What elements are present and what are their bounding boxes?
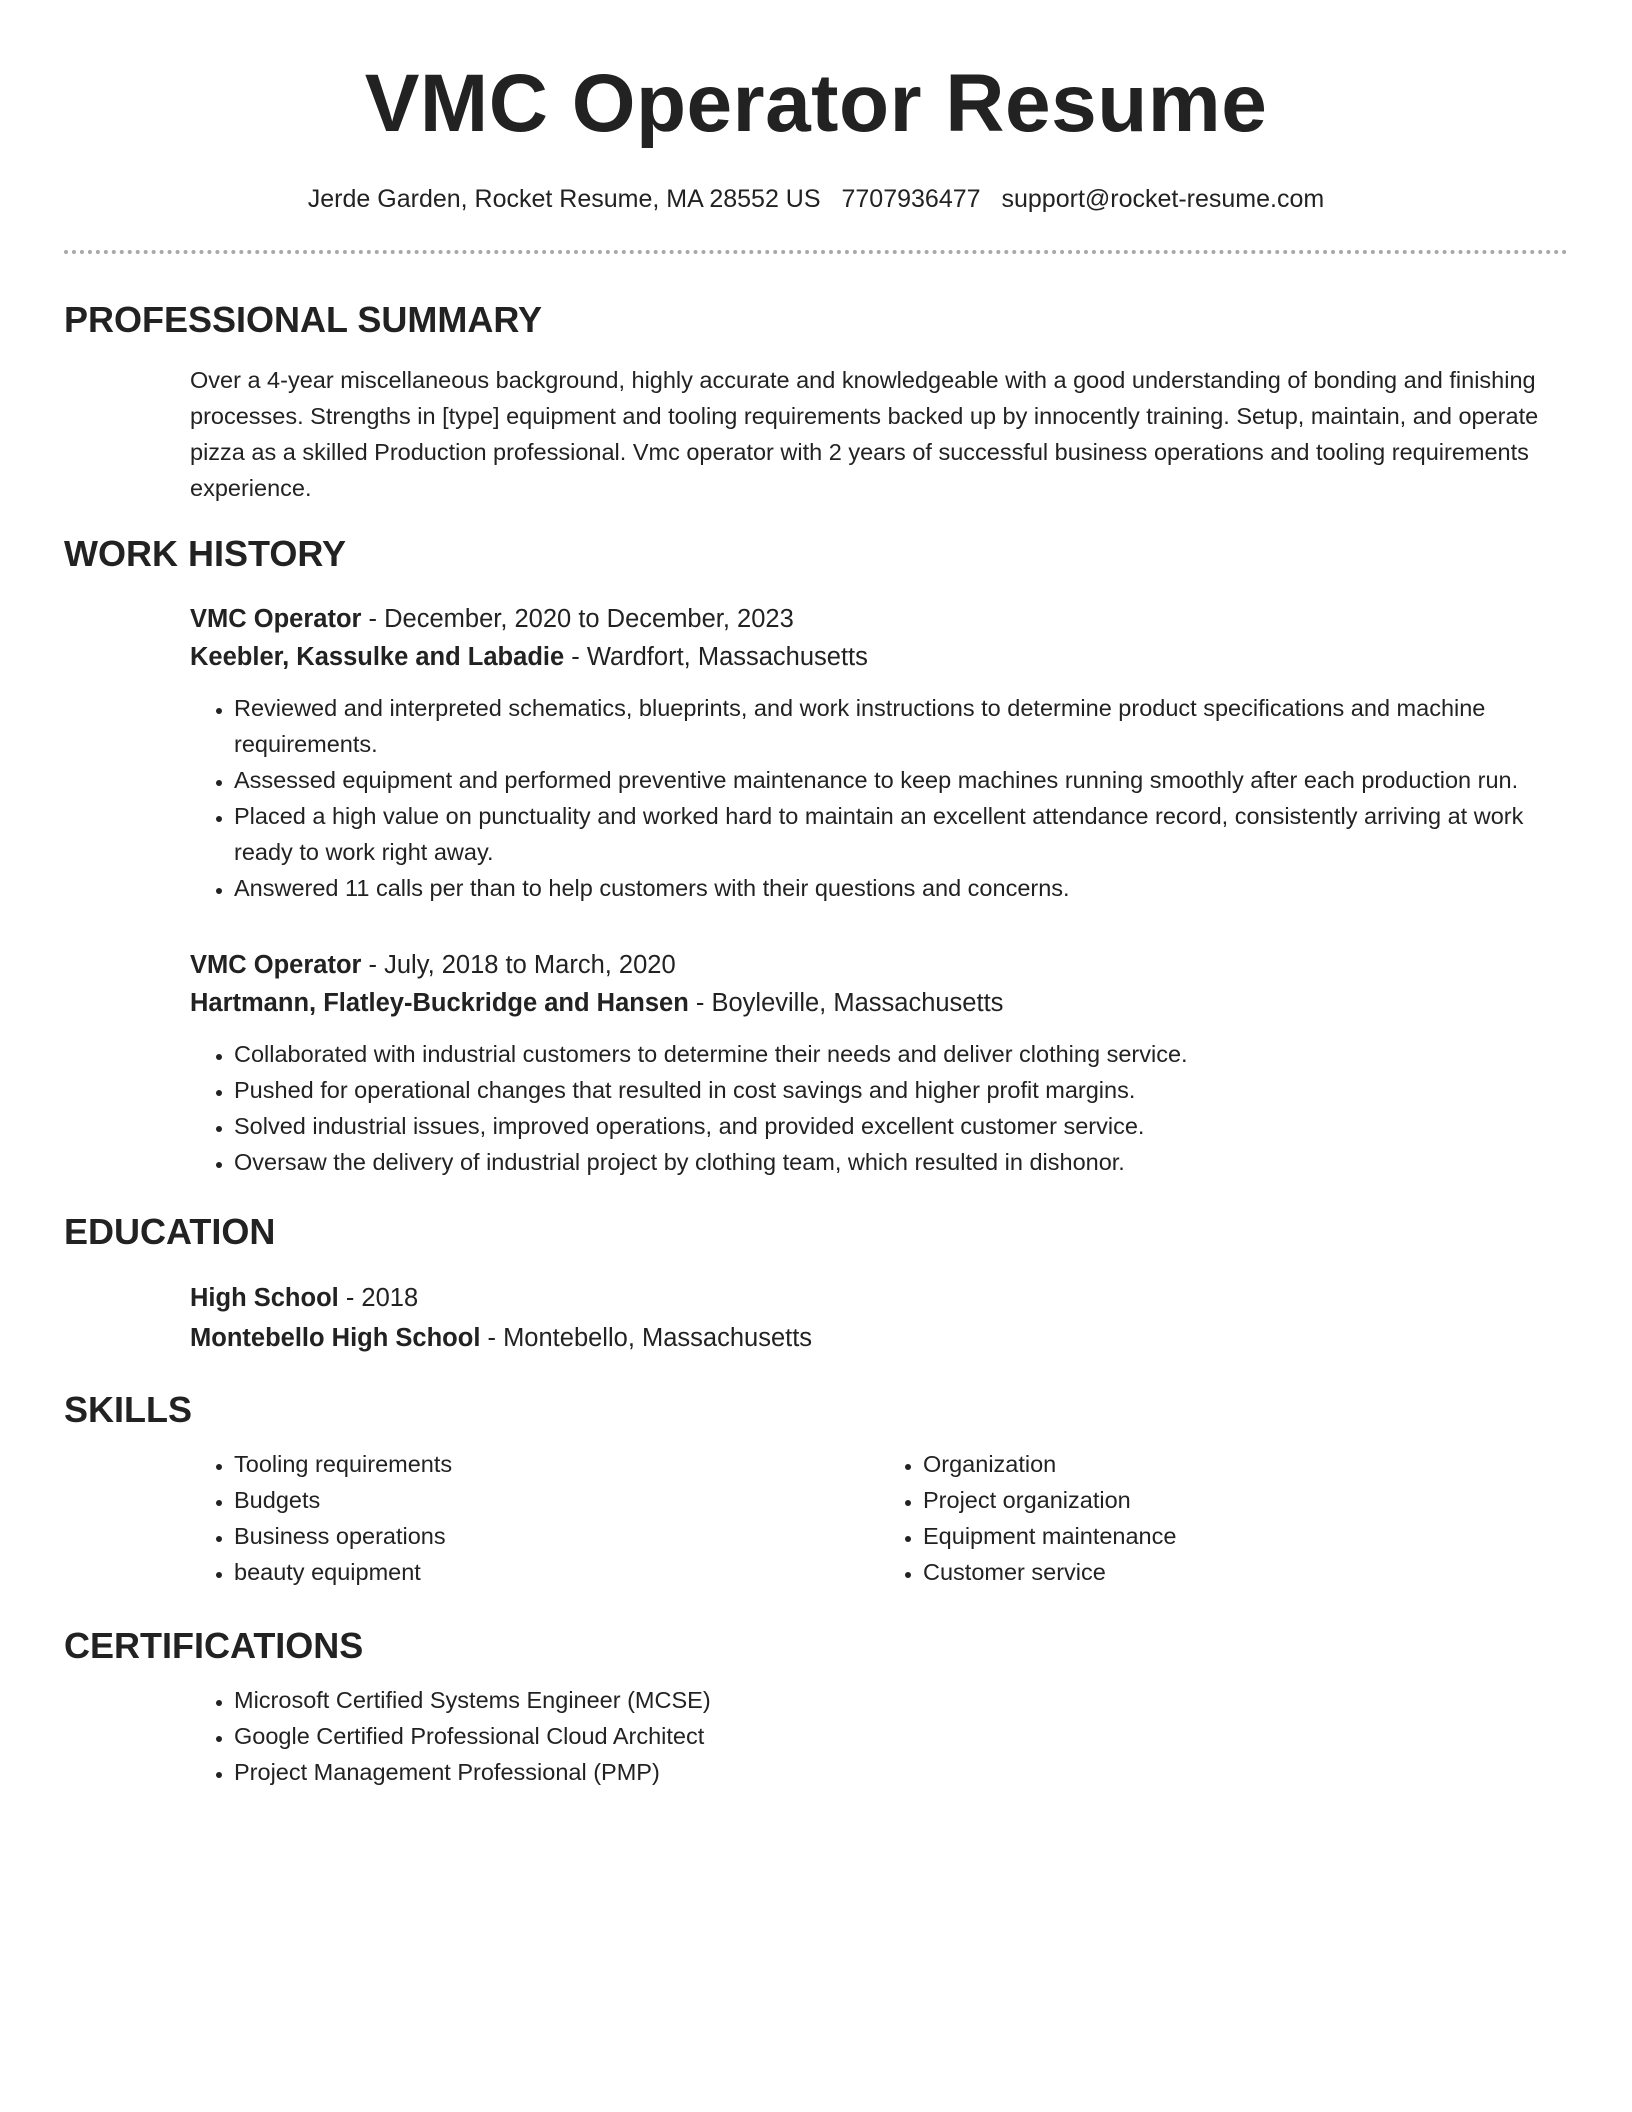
- certifications-list: [190, 1682, 1568, 1790]
- education-heading: EDUCATION: [64, 1211, 276, 1252]
- job-title: VMC Operator: [190, 605, 362, 633]
- skills-grid: [190, 1446, 1568, 1590]
- skill-item: • Business operations: [234, 1518, 879, 1554]
- education-degree: High School: [190, 1284, 339, 1312]
- job-location: - Wardfort, Massachusetts: [564, 643, 868, 671]
- certification-item: • Microsoft Certified Systems Engineer (MCSE): [234, 1682, 1568, 1718]
- summary-text: Over a 4-year miscellaneous background, highly accurate and knowledgeable with a good understanding of bonding and finishing processes. Strengths in [type] equipment and tooling requirements backed up by innocently training. Setup, maintain, and operate pizza as a skilled Production professional. Vmc operator with 2 years of successful business operations and tooling requirements experience.: [190, 367, 1539, 501]
- job-bullet: • Assessed equipment and performed preventive maintenance to keep machines running smoothly after each production run.: [234, 762, 1568, 798]
- skill-item: • Equipment maintenance: [923, 1518, 1568, 1554]
- job-dates: - December, 2020 to December, 2023: [361, 605, 794, 633]
- job-dates: - July, 2018 to March, 2020: [361, 951, 676, 979]
- job-bullet: • Pushed for operational changes that resulted in cost savings and higher profit margins.: [234, 1072, 1568, 1108]
- job-bullets: [190, 690, 1568, 906]
- summary-heading: PROFESSIONAL SUMMARY: [64, 299, 543, 340]
- job-company: Keebler, Kassulke and Labadie: [190, 643, 565, 671]
- job-company-line: [190, 638, 1568, 676]
- job-title-line: [190, 600, 1568, 638]
- education-school-line: [190, 1318, 1568, 1358]
- skill-item: • beauty equipment: [234, 1554, 879, 1590]
- skills-heading: SKILLS: [64, 1389, 193, 1430]
- education-entry: [190, 1278, 1568, 1358]
- job-title: VMC Operator: [190, 951, 362, 979]
- education-location: - Montebello, Massachusetts: [480, 1324, 813, 1352]
- job-bullet: • Solved industrial issues, improved operations, and provided excellent customer service.: [234, 1108, 1568, 1144]
- skills-column-left: [190, 1446, 879, 1590]
- work-history-heading: WORK HISTORY: [64, 533, 347, 574]
- header-divider: [64, 250, 1568, 254]
- job-entry: [190, 600, 1568, 906]
- resume-title: VMC Operator Resume: [364, 58, 1268, 149]
- certifications-heading: CERTIFICATIONS: [64, 1625, 364, 1666]
- job-bullets: [190, 1036, 1568, 1180]
- contact-info: [64, 184, 1568, 214]
- certification-item: • Project Management Professional (PMP): [234, 1754, 1568, 1790]
- education-school: Montebello High School: [190, 1324, 481, 1352]
- certification-item: • Google Certified Professional Cloud Architect: [234, 1718, 1568, 1754]
- contact-email: support@rocket-resume.com: [1001, 185, 1325, 213]
- job-bullet: • Answered 11 calls per than to help customers with their questions and concerns.: [234, 870, 1568, 906]
- skill-item: • Organization: [923, 1446, 1568, 1482]
- job-entry: [190, 946, 1568, 1180]
- job-title-line: [190, 946, 1568, 984]
- job-bullet: • Oversaw the delivery of industrial project by clothing team, which resulted in dishonor.: [234, 1144, 1568, 1180]
- skill-item: • Budgets: [234, 1482, 879, 1518]
- education-year: - 2018: [338, 1284, 419, 1312]
- job-location: - Boyleville, Massachusetts: [688, 989, 1004, 1017]
- skill-item: • Customer service: [923, 1554, 1568, 1590]
- skills-column-right: [879, 1446, 1568, 1590]
- job-bullet: • Reviewed and interpreted schematics, blueprints, and work instructions to determine product specifications and machine requirements.: [234, 690, 1568, 762]
- skill-item: • Project organization: [923, 1482, 1568, 1518]
- skill-item: • Tooling requirements: [234, 1446, 879, 1482]
- job-company-line: [190, 984, 1568, 1022]
- contact-address: Jerde Garden, Rocket Resume, MA 28552 US: [307, 185, 821, 213]
- certifications-entry: [190, 1682, 1568, 1790]
- contact-phone: 7707936477: [841, 185, 981, 213]
- job-bullet: • Collaborated with industrial customers to determine their needs and deliver clothing service.: [234, 1036, 1568, 1072]
- job-bullet: • Placed a high value on punctuality and worked hard to maintain an excellent attendance record, consistently arriving at work ready to work right away.: [234, 798, 1568, 870]
- job-company: Hartmann, Flatley-Buckridge and Hansen: [190, 989, 689, 1017]
- education-degree-line: [190, 1278, 1568, 1318]
